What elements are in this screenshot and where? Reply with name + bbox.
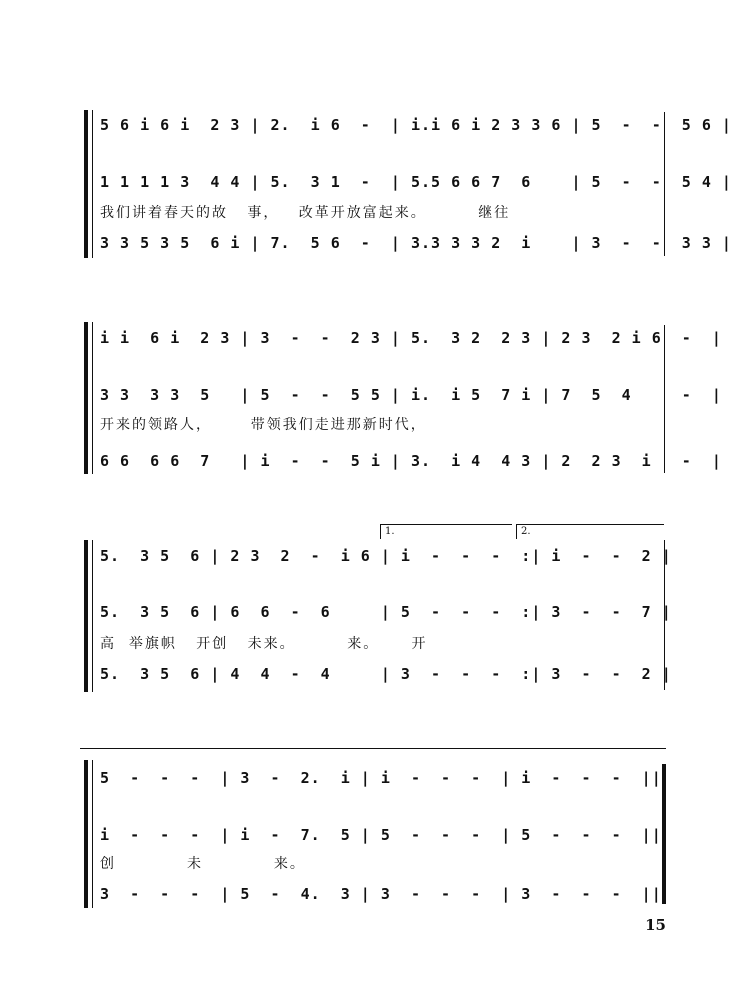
- end-barline: [664, 325, 665, 473]
- system-bracket: [84, 110, 94, 258]
- volta-label-1: 1.: [385, 526, 395, 537]
- volta-bracket-2: [516, 524, 664, 539]
- bass-line: 6 6 6 6 7 | i - - 5 i | 3. i 4 4 3 | 2 2 3 i - |: [100, 452, 722, 470]
- end-barline: [664, 540, 665, 690]
- page-number: 15: [645, 916, 666, 934]
- final-barline: [662, 764, 666, 904]
- lyrics-line: 开来的领路人， 带领我们走进那新时代，: [100, 417, 427, 433]
- system-bracket: [84, 540, 94, 692]
- lyrics-line: 高 举旗帜 开创 未来。 来。 开: [100, 636, 428, 652]
- alto-line: 1 1 1 1 3 4 4 | 5. 3 1 - | 5.5 6 6 7 6 | 5 - - 5 4 |: [100, 173, 732, 191]
- soprano-line: 5 - - - | 3 - 2. i | i - - - | i - - - ||: [100, 769, 662, 787]
- soprano-line: i i 6 i 2 3 | 3 - - 2 3 | 5. 3 2 2 3 | 2 3 2 i 6 - |: [100, 329, 722, 347]
- lyrics-line: 创 未 来。: [100, 856, 306, 872]
- soprano-line: 5. 3 5 6 | 2 3 2 - i 6 | i - - - :| i - - 2 |: [100, 547, 672, 565]
- bass-line: 3 3 5 3 5 6 i | 7. 5 6 - | 3.3 3 3 2 i | 3 - - 3 3 |: [100, 234, 732, 252]
- alto-line: 5. 3 5 6 | 6 6 - 6 | 5 - - - :| 3 - - 7 |: [100, 603, 672, 621]
- bass-line: 5. 3 5 6 | 4 4 - 4 | 3 - - - :| 3 - - 2 |: [100, 665, 672, 683]
- volta-label-2: 2.: [521, 526, 531, 537]
- system-bracket: [84, 760, 94, 908]
- lyrics-line: 我们讲着春天的故 事， 改革开放富起来。 继往: [100, 205, 511, 221]
- system-top-rule: [80, 748, 666, 749]
- alto-line: 3 3 3 3 5 | 5 - - 5 5 | i. i 5 7 i | 7 5 4 - |: [100, 386, 722, 404]
- alto-line: i - - - | i - 7. 5 | 5 - - - | 5 - - - ||: [100, 826, 662, 844]
- bass-line: 3 - - - | 5 - 4. 3 | 3 - - - | 3 - - - ||: [100, 885, 662, 903]
- volta-bracket-1: [380, 524, 512, 539]
- soprano-line: 5 6 i 6 i 2 3 | 2. i 6 - | i.i 6 i 2 3 3 6 | 5 - - 5 6 |: [100, 116, 732, 134]
- end-barline: [664, 112, 665, 256]
- system-bracket: [84, 322, 94, 474]
